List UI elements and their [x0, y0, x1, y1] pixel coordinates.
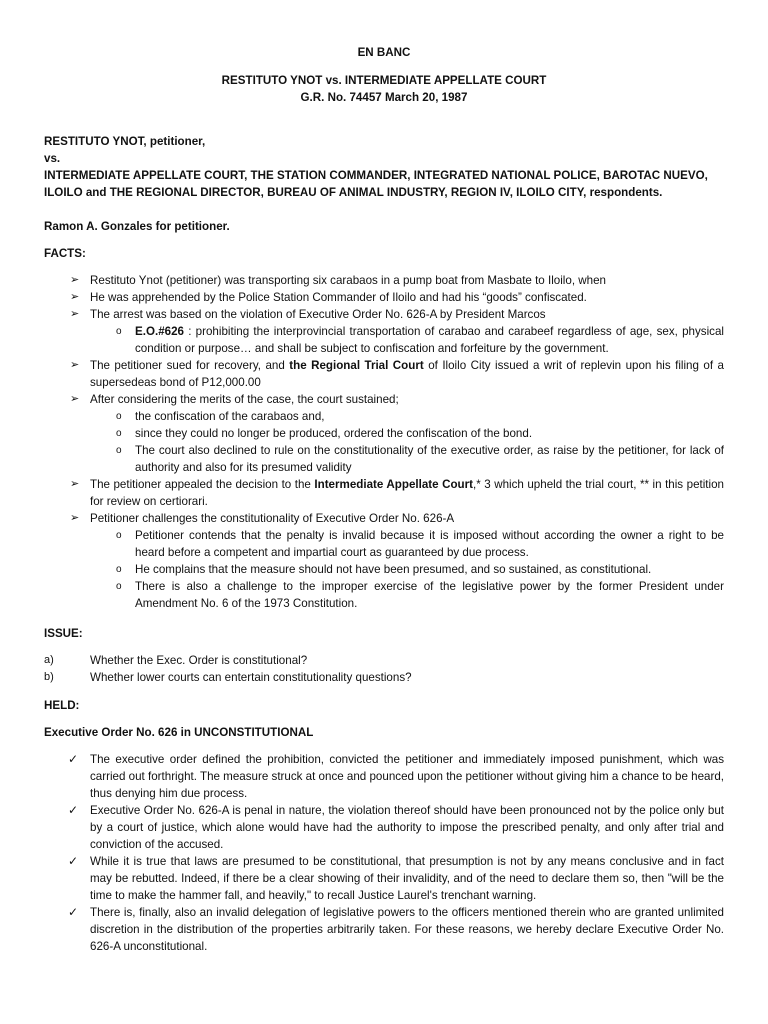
circle-bullet-icon: o [116, 326, 122, 337]
checkmark-icon: ✓ [68, 905, 79, 919]
checkmark-icon: ✓ [68, 803, 79, 817]
fact-subitem: o the confiscation of the carabaos and, [116, 410, 325, 423]
issue-item: b) Whether lower courts can entertain constitutionality questions? [44, 671, 412, 684]
checkmark-icon: ✓ [68, 752, 79, 766]
issue-item: a) Whether the Exec. Order is constitutional? [44, 654, 308, 667]
circle-bullet-icon: o [116, 581, 122, 592]
held-item: ✓ There is, finally, also an invalid delegation of legislative powers to the officers mentioned therein who are granted unlimited discretion in the distribution of the properties arbitrarily taken. For these reasons, we hereby declare Executive Order No. 626-A unconstitutional. [68, 905, 724, 953]
counsel-line: Ramon A. Gonzales for petitioner. [44, 220, 230, 233]
fact-sublist [90, 527, 724, 612]
fact-subitem: o He complains that the measure should not have been presumed, and so sustained, as constitutional. [116, 563, 652, 576]
fact-item: ➢ The petitioner sued for recovery, and the Regional Trial Court of Iloilo City issued a writ of replevin upon his filing of a supersedeas bond of P12,000.00 [70, 359, 724, 389]
petitioner-line: RESTITUTO YNOT, petitioner, [44, 135, 206, 148]
fact-sublist [90, 408, 724, 476]
circle-bullet-icon: o [116, 411, 122, 422]
fact-subitem: o E.O.#626 : prohibiting the interprovincial transportation of carabao and carabeef regardless of age, sex, physical condition or purpose… and shall be subject to confiscation and forfeiture by the government. [116, 325, 724, 355]
issue-label: a) [44, 654, 54, 666]
fact-item: ➢ The arrest was based on the violation of Executive Order No. 626-A by President Marcos o E.O.#626 : prohibiting the interprovincial transportation of carabao and carabeef regardless of age, sex, physical condition or purpose… and shall be subject to confiscation and forfeiture by the government. [44, 306, 724, 357]
arrow-bullet-icon: ➢ [70, 291, 80, 303]
fact-item: ➢ Restituto Ynot (petitioner) was transporting six carabaos in a pump boat from Masbate to Iloilo, when [70, 274, 606, 287]
held-heading: HELD: [44, 699, 80, 712]
arrow-bullet-icon: ➢ [70, 308, 80, 320]
circle-bullet-icon: o [116, 428, 122, 439]
issue-label: b) [44, 671, 54, 683]
fact-item: ➢ Petitioner challenges the constitutionality of Executive Order No. 626-A o Petitioner contends that the penalty is invalid because it is imposed without according the owner a right to be heard before a competent and impartial court as guaranteed by due process. o He complains that the measure should not have been presumed, and so sustained, as constitutional. o There is also a challenge to the improper exercise of the legislative power by the former President under Amendment No. 6 of the 1973 Constitution. [44, 510, 724, 612]
case-title: RESTITUTO YNOT vs. INTERMEDIATE APPELLATE COURT [221, 74, 547, 87]
arrow-bullet-icon: ➢ [70, 274, 80, 286]
arrow-bullet-icon: ➢ [70, 478, 80, 490]
arrow-bullet-icon: ➢ [70, 512, 80, 524]
held-item: ✓ While it is true that laws are presumed to be constitutional, that presumption is not by any means conclusive and in fact may be rebutted. Indeed, if there be a clear showing of their invalidity, and of the need to declare them so, then "will be the time to make the hammer fall, and heavily," to recall Justice Laurel's trenchant warning. [68, 854, 724, 902]
facts-heading: FACTS: [44, 247, 86, 260]
circle-bullet-icon: o [116, 530, 122, 541]
held-item: ✓ The executive order defined the prohibition, convicted the petitioner and immediately imposed punishment, which was carried out forthright. The measure struck at once and pounced upon the petitioner without giving him a chance to be heard, thus denying him due process. [68, 752, 724, 800]
respondents-line: INTERMEDIATE APPELLATE COURT, THE STATION COMMANDER, INTEGRATED NATIONAL POLICE, BAROTAC NUEVO, ILOILO and THE REGIONAL DIRECTOR, BUREAU OF ANIMAL INDUSTRY, REGION IV, ILOILO CITY, respondents. [44, 169, 708, 199]
held-list [44, 751, 724, 955]
held-subheading: Executive Order No. 626 in UNCONSTITUTIONAL [44, 726, 314, 739]
fact-sublist [90, 323, 724, 357]
fact-subitem: o There is also a challenge to the improper exercise of the legislative power by the former President under Amendment No. 6 of the 1973 Constitution. [116, 580, 724, 610]
gr-number: G.R. No. 74457 March 20, 1987 [300, 91, 468, 104]
fact-subitem: o Petitioner contends that the penalty is invalid because it is imposed without according the owner a right to be heard before a competent and impartial court as guaranteed by due process. [116, 529, 724, 559]
circle-bullet-icon: o [116, 564, 122, 575]
fact-subitem: o since they could no longer be produced, ordered the confiscation of the bond. [116, 427, 533, 440]
circle-bullet-icon: o [116, 445, 122, 456]
held-item: ✓ Executive Order No. 626-A is penal in nature, the violation thereof should have been pronounced not by the police only but by a court of justice, which alone would have had the authority to impose the prescribed penalty, and only after trial and conviction of the accused. [68, 803, 724, 851]
fact-subitem: o The court also declined to rule on the constitutionality of the executive order, as raise by the petitioner, for lack of authority and also for its presumed validity [116, 444, 724, 474]
versus-line: vs. [44, 152, 61, 165]
issue-heading: ISSUE: [44, 627, 83, 640]
fact-item: ➢ He was apprehended by the Police Station Commander of Iloilo and had his “goods” confiscated. [70, 291, 587, 304]
arrow-bullet-icon: ➢ [70, 359, 80, 371]
issue-list [44, 652, 724, 686]
fact-item: ➢ The petitioner appealed the decision to the Intermediate Appellate Court,* 3 which upheld the trial court, ** in this petition for review on certiorari. [70, 478, 725, 508]
checkmark-icon: ✓ [68, 854, 79, 868]
court-division-heading: EN BANC [357, 46, 411, 59]
fact-item: ➢ After considering the merits of the case, the court sustained; o the confiscation of the carabaos and, o since they could no longer be produced, ordered the confiscation of the bond. o The court also declined to rule on the constitutionality of the executive order, as raise by the petitioner, for lack of authority and also for its presumed validity [44, 391, 724, 476]
arrow-bullet-icon: ➢ [70, 393, 80, 405]
facts-list [44, 272, 724, 612]
